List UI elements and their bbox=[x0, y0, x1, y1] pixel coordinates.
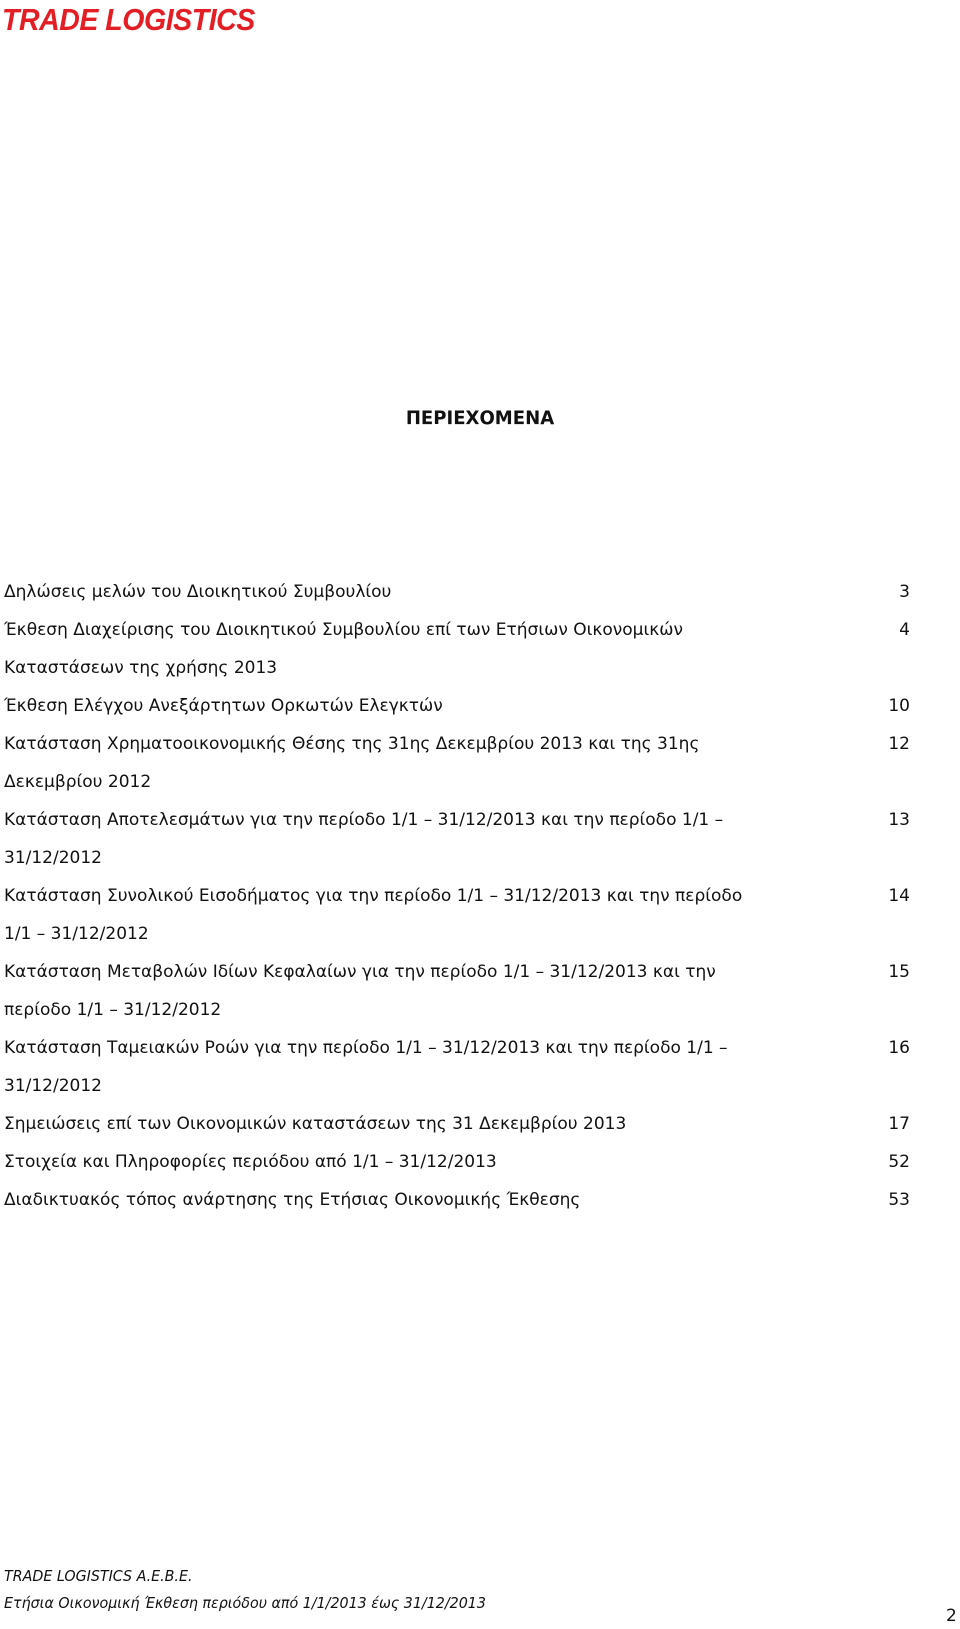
toc-entry[interactable] bbox=[4, 1029, 910, 1105]
toc-entry[interactable] bbox=[4, 1181, 910, 1219]
toc-entry-title: Δηλώσεις μελών του Διοικητικού Συμβουλίου bbox=[4, 582, 392, 602]
toc-entry-title: Σημειώσεις επί των Οικονομικών καταστάσεων της 31 Δεκεμβρίου 2013 bbox=[4, 1114, 627, 1134]
table-of-contents bbox=[4, 573, 910, 1219]
toc-entry[interactable] bbox=[4, 725, 910, 801]
page-title: ΠΕΡΙΕΧΟΜΕΝΑ bbox=[405, 407, 555, 429]
page-number: 2 bbox=[946, 1606, 957, 1626]
toc-entry[interactable] bbox=[4, 687, 910, 725]
toc-entry-page: 16 bbox=[888, 1038, 910, 1058]
toc-entry[interactable] bbox=[4, 801, 910, 877]
toc-entry-page: 17 bbox=[888, 1114, 910, 1134]
toc-entry[interactable] bbox=[4, 953, 910, 1029]
toc-entry-title: Διαδικτυακός τόπος ανάρτησης της Ετήσιας Οικονομικής Έκθεσης bbox=[4, 1190, 581, 1210]
toc-entry-title: Στοιχεία και Πληροφορίες περιόδου από 1/1 – 31/12/2013 bbox=[4, 1152, 497, 1172]
toc-entry-page: 52 bbox=[888, 1152, 910, 1172]
toc-entry-title: Κατάσταση Αποτελεσμάτων για την περίοδο 1/1 – 31/12/2013 και την περίοδο 1/1 – 31/12/2012 bbox=[4, 810, 724, 868]
toc-entry-title: Έκθεση Διαχείρισης του Διοικητικού Συμβουλίου επί των Ετήσιων Οικονομικών Καταστάσεων της χρήσης 2013 bbox=[4, 620, 683, 678]
toc-entry[interactable] bbox=[4, 1105, 910, 1143]
logo-text-logistics: LOGISTICS bbox=[105, 2, 255, 37]
toc-entry-page: 15 bbox=[888, 962, 910, 982]
toc-entry-page: 4 bbox=[899, 620, 910, 640]
toc-entry-title: Κατάσταση Μεταβολών Ιδίων Κεφαλαίων για την περίοδο 1/1 – 31/12/2013 και την περίοδο 1/1 – 31/12/2012 bbox=[4, 962, 716, 1020]
toc-entry[interactable] bbox=[4, 877, 910, 953]
toc-entry-page: 10 bbox=[888, 696, 910, 716]
toc-entry-page: 53 bbox=[888, 1190, 910, 1210]
toc-entry-title: Κατάσταση Χρηματοοικονομικής Θέσης της 31ης Δεκεμβρίου 2013 και της 31ης Δεκεμβρίου 2012 bbox=[4, 734, 700, 792]
toc-entry-title: Κατάσταση Ταμειακών Ροών για την περίοδο 1/1 – 31/12/2013 και την περίοδο 1/1 – 31/12/2012 bbox=[4, 1038, 728, 1096]
toc-entry-page: 12 bbox=[888, 734, 910, 754]
footer-company: TRADE LOGISTICS A.E.B.E. bbox=[4, 1567, 193, 1585]
company-logo bbox=[2, 0, 255, 40]
toc-entry-page: 3 bbox=[899, 582, 910, 602]
logo-text-trade: TRADE bbox=[2, 2, 98, 37]
toc-entry-page: 13 bbox=[888, 810, 910, 830]
page-footer bbox=[4, 1563, 486, 1617]
toc-entry[interactable] bbox=[4, 573, 910, 611]
footer-report-title: Ετήσια Οικονομική Έκθεση περιόδου από 1/1/2013 έως 31/12/2013 bbox=[4, 1594, 486, 1612]
toc-entry-title: Έκθεση Ελέγχου Ανεξάρτητων Ορκωτών Ελεγκτών bbox=[4, 696, 443, 716]
toc-entry-page: 14 bbox=[888, 886, 910, 906]
toc-entry-title: Κατάσταση Συνολικού Εισοδήματος για την περίοδο 1/1 – 31/12/2013 και την περίοδο 1/1 – 31/12/2012 bbox=[4, 886, 743, 944]
toc-entry[interactable] bbox=[4, 611, 910, 687]
toc-entry[interactable] bbox=[4, 1143, 910, 1181]
